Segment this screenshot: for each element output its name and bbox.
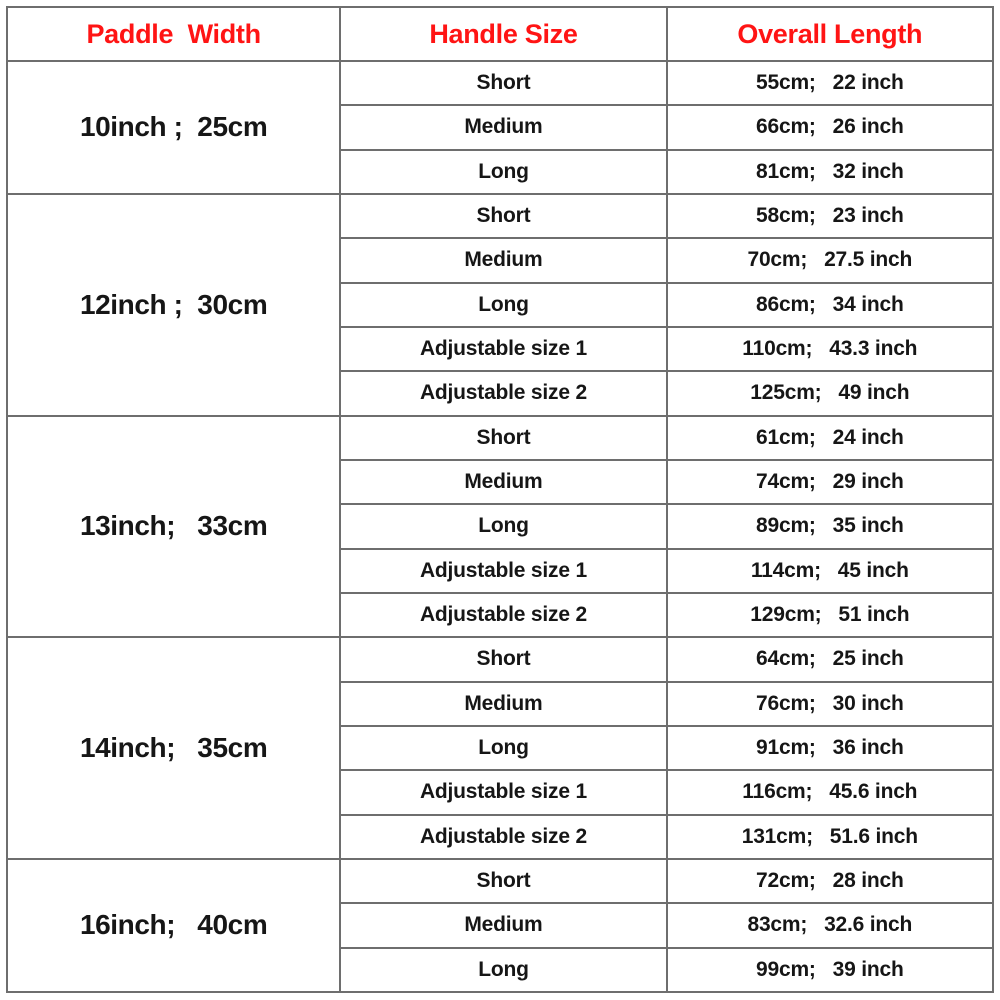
table-header-row bbox=[7, 7, 993, 61]
table-row bbox=[7, 637, 993, 681]
overall-length-cell: 64cm; 25 inch bbox=[667, 637, 993, 681]
paddle-width-cell-10inch: 10inch ; 25cm bbox=[7, 61, 340, 194]
handle-size-cell: Medium bbox=[340, 682, 666, 726]
handle-size-cell: Short bbox=[340, 416, 666, 460]
header-overall-length: Overall Length bbox=[667, 7, 993, 61]
handle-size-cell: Short bbox=[340, 637, 666, 681]
table-row bbox=[7, 416, 993, 460]
overall-length-cell: 131cm; 51.6 inch bbox=[667, 815, 993, 859]
overall-length-cell: 81cm; 32 inch bbox=[667, 150, 993, 194]
handle-size-cell: Adjustable size 2 bbox=[340, 815, 666, 859]
handle-size-cell: Adjustable size 1 bbox=[340, 549, 666, 593]
overall-length-cell: 66cm; 26 inch bbox=[667, 105, 993, 149]
paddle-width-cell-13inch: 13inch; 33cm bbox=[7, 416, 340, 638]
handle-size-cell: Adjustable size 1 bbox=[340, 327, 666, 371]
handle-size-cell: Short bbox=[340, 61, 666, 105]
handle-size-cell: Long bbox=[340, 948, 666, 992]
handle-size-cell: Medium bbox=[340, 105, 666, 149]
handle-size-cell: Short bbox=[340, 194, 666, 238]
handle-size-cell: Long bbox=[340, 150, 666, 194]
overall-length-cell: 74cm; 29 inch bbox=[667, 460, 993, 504]
overall-length-cell: 70cm; 27.5 inch bbox=[667, 238, 993, 282]
overall-length-cell: 55cm; 22 inch bbox=[667, 61, 993, 105]
header-paddle-width: Paddle Width bbox=[7, 7, 340, 61]
handle-size-cell: Medium bbox=[340, 903, 666, 947]
handle-size-cell: Long bbox=[340, 726, 666, 770]
overall-length-cell: 116cm; 45.6 inch bbox=[667, 770, 993, 814]
overall-length-cell: 86cm; 34 inch bbox=[667, 283, 993, 327]
handle-size-cell: Adjustable size 1 bbox=[340, 770, 666, 814]
overall-length-cell: 91cm; 36 inch bbox=[667, 726, 993, 770]
handle-size-cell: Medium bbox=[340, 238, 666, 282]
overall-length-cell: 129cm; 51 inch bbox=[667, 593, 993, 637]
overall-length-cell: 58cm; 23 inch bbox=[667, 194, 993, 238]
overall-length-cell: 89cm; 35 inch bbox=[667, 504, 993, 548]
paddle-width-cell-16inch: 16inch; 40cm bbox=[7, 859, 340, 992]
handle-size-cell: Long bbox=[340, 283, 666, 327]
overall-length-cell: 83cm; 32.6 inch bbox=[667, 903, 993, 947]
header-handle-size: Handle Size bbox=[340, 7, 666, 61]
handle-size-cell: Adjustable size 2 bbox=[340, 593, 666, 637]
table-row bbox=[7, 859, 993, 903]
handle-size-cell: Short bbox=[340, 859, 666, 903]
overall-length-cell: 61cm; 24 inch bbox=[667, 416, 993, 460]
overall-length-cell: 125cm; 49 inch bbox=[667, 371, 993, 415]
overall-length-cell: 114cm; 45 inch bbox=[667, 549, 993, 593]
paddle-width-cell-14inch: 14inch; 35cm bbox=[7, 637, 340, 859]
paddle-width-cell-12inch: 12inch ; 30cm bbox=[7, 194, 340, 416]
overall-length-cell: 110cm; 43.3 inch bbox=[667, 327, 993, 371]
overall-length-cell: 99cm; 39 inch bbox=[667, 948, 993, 992]
overall-length-cell: 76cm; 30 inch bbox=[667, 682, 993, 726]
table-row bbox=[7, 61, 993, 105]
table-row bbox=[7, 194, 993, 238]
handle-size-cell: Medium bbox=[340, 460, 666, 504]
handle-size-cell: Long bbox=[340, 504, 666, 548]
paddle-size-table bbox=[6, 6, 994, 993]
handle-size-cell: Adjustable size 2 bbox=[340, 371, 666, 415]
overall-length-cell: 72cm; 28 inch bbox=[667, 859, 993, 903]
